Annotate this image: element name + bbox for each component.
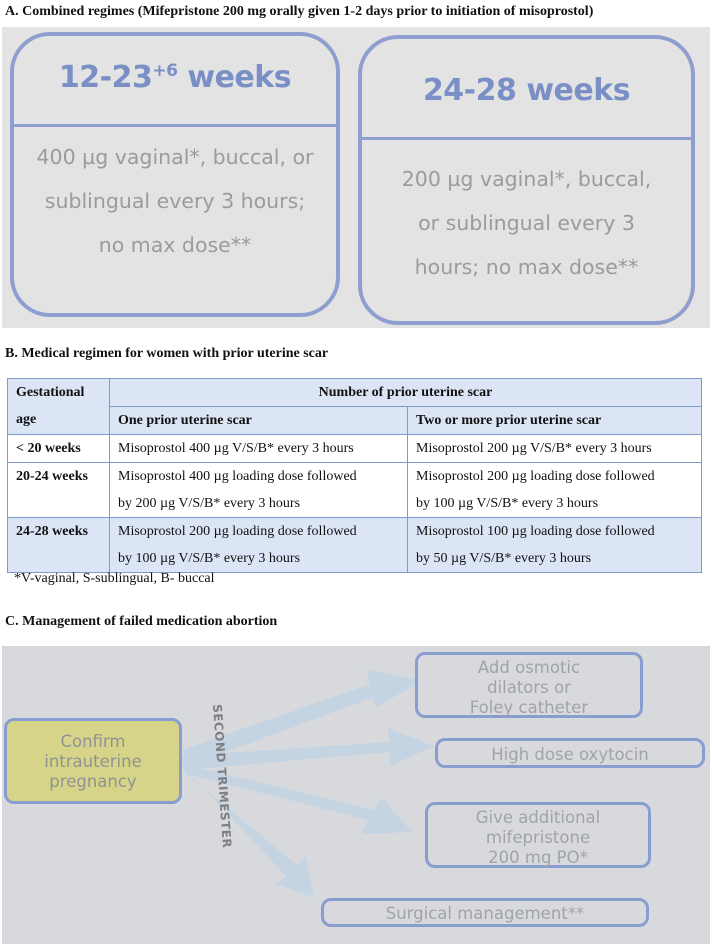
regime-box-title [14,60,336,95]
section-b-heading: B. Medical regimen for women with prior uterine scar [5,346,329,361]
table-row [8,518,702,573]
section-c-heading: C. Management of failed medication abortion [5,614,278,629]
regime-line-1: 200 µg vaginal*, buccal, [401,167,652,191]
header-gestational-age: Gestational age [8,379,110,435]
additional-mifepristone-box: Give additional mifepristone 200 mg PO* [425,802,651,868]
table-footnote: *V-vaginal, S-sublingual, B- buccal [14,571,215,586]
regime-line-3: hours; no max dose** [414,255,639,279]
header-one-scar: One prior uterine scar [110,407,408,435]
header-two-or-more-scars: Two or more prior uterine scar [408,407,702,435]
regime-box-12-23-weeks [10,32,340,317]
row-two-scar-regimen: Misoprostol 200 µg loading dose followed by 100 µg V/S/B* every 3 hours [408,463,702,518]
regime-line-2: or sublingual every 3 [418,211,635,235]
failed-abortion-flowchart [2,646,710,944]
surgical-management-box: Surgical management** [321,898,649,927]
regime-line-1: 400 µg vaginal*, buccal, or [36,145,314,169]
regime-line-2: sublingual every 3 hours; [44,189,306,213]
row-gestational-age: 20-24 weeks [8,463,110,518]
osmotic-dilators-box: Add osmotic dilators or Foley catheter [415,652,643,718]
regime-box-divider [14,124,336,127]
table-row [8,463,702,518]
regime-line-3: no max dose** [98,233,252,257]
regime-box-text [362,157,691,289]
table-row [8,435,702,463]
row-one-scar-regimen: Misoprostol 200 µg loading dose followed by 100 µg V/S/B* every 3 hours [110,518,408,573]
uterine-scar-regimen-table [7,378,702,573]
row-gestational-age: 24-28 weeks [8,518,110,573]
second-trimester-label: SECOND TRIMESTER [209,703,235,849]
regime-box-divider [362,137,691,140]
combined-regimes-panel [2,27,710,328]
title-weeks-word: weeks [177,60,292,95]
row-gestational-age: < 20 weeks [8,435,110,463]
header-number-of-scars: Number of prior uterine scar [110,379,702,407]
regime-box-title: 24-28 weeks [422,73,631,108]
high-dose-oxytocin-box: High dose oxytocin [435,738,705,768]
regime-box-text [14,135,336,267]
title-days-superscript: +6 [152,61,178,81]
confirm-intrauterine-pregnancy-box: Confirm intrauterine pregnancy [4,718,182,804]
row-one-scar-regimen: Misoprostol 400 µg V/S/B* every 3 hours [110,435,408,463]
row-two-scar-regimen: Misoprostol 100 µg loading dose followed by 50 µg V/S/B* every 3 hours [408,518,702,573]
row-one-scar-regimen: Misoprostol 400 µg loading dose followed by 200 µg V/S/B* every 3 hours [110,463,408,518]
row-two-scar-regimen: Misoprostol 200 µg V/S/B* every 3 hours [408,435,702,463]
table-header-row [8,379,702,407]
section-a-heading: A. Combined regimes (Mifepristone 200 mg orally given 1-2 days prior to initiation of misoprostol) [5,4,594,19]
table-subheader-row [8,407,702,435]
regime-box-24-28-weeks [358,35,695,325]
title-weeks-range: 12-23 [58,60,153,95]
